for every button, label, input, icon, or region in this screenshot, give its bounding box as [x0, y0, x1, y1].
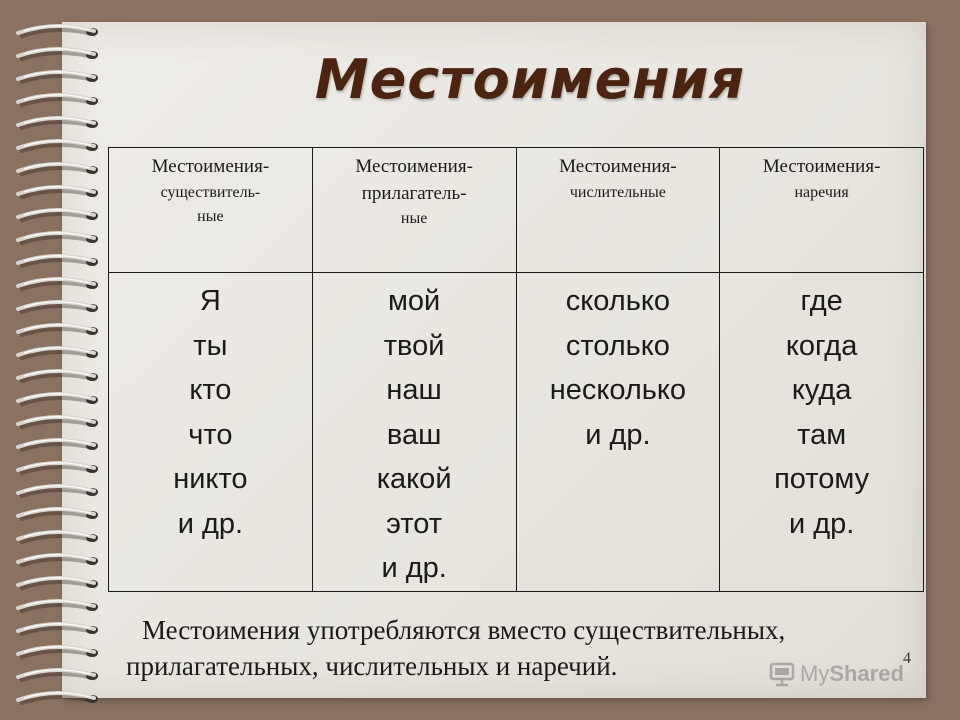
list-item: какой	[376, 463, 452, 495]
header-line: прилагатель-	[361, 182, 467, 204]
list-item: там	[797, 418, 847, 451]
spiral-ring	[18, 417, 98, 427]
header-line: существитель-	[160, 183, 261, 201]
spiral-ring	[18, 509, 98, 519]
list-item: когда	[785, 329, 858, 362]
spiral-ring	[18, 348, 98, 358]
watermark-text: MyShared	[800, 661, 904, 686]
list-item: ваш	[386, 418, 442, 451]
header-line: ные	[400, 210, 428, 228]
pronoun-table	[108, 147, 924, 592]
spiral-ring	[18, 164, 98, 174]
list-item: что	[188, 418, 233, 451]
watermark	[768, 658, 904, 690]
spiral-ring	[18, 26, 98, 36]
list-item: и др.	[585, 418, 651, 451]
spiral-ring	[18, 578, 98, 588]
column-pronoun-adjectives	[312, 273, 516, 592]
spiral-ring	[18, 325, 98, 335]
column-pronoun-adverbs	[720, 273, 924, 592]
page-number: 4	[903, 650, 911, 667]
spiral-ring	[18, 624, 98, 634]
header-pronoun-numerals	[516, 148, 720, 273]
list-item: мой	[387, 285, 441, 317]
spiral-ring	[18, 555, 98, 565]
list-item: и др.	[788, 507, 855, 540]
presentation-screen-icon	[768, 660, 796, 688]
list-item: где	[800, 285, 843, 317]
spiral-ring	[18, 141, 98, 151]
list-item: кто	[189, 374, 232, 406]
list-item: Я	[199, 285, 221, 317]
spiral-ring	[18, 670, 98, 680]
header-line: наречия	[794, 183, 849, 201]
spiral-ring	[18, 647, 98, 657]
spiral-ring	[18, 440, 98, 450]
spiral-ring	[18, 394, 98, 404]
spiral-ring	[18, 210, 98, 220]
spiral-ring	[18, 256, 98, 266]
note-line: прилагательных, числительных и наречий.	[126, 651, 618, 681]
spiral-ring	[18, 532, 98, 542]
spiral-ring	[18, 233, 98, 243]
header-line: Местоимения-	[151, 156, 270, 177]
spiral-ring	[18, 302, 98, 312]
header-pronoun-adverbs	[720, 148, 924, 273]
table-header-row	[109, 148, 924, 273]
list-item: и др.	[177, 507, 244, 540]
column-pronoun-nouns	[109, 273, 313, 592]
slide-title: Местоимения	[314, 48, 746, 111]
spiral-ring	[18, 463, 98, 473]
spiral-ring	[18, 601, 98, 611]
list-item: ты	[193, 329, 228, 362]
header-line: ные	[197, 208, 224, 226]
header-line: Местоимения-	[355, 156, 473, 177]
list-item: столько	[565, 329, 670, 362]
list-item: твой	[383, 329, 445, 362]
spiral-ring	[18, 279, 98, 289]
list-item: сколько	[565, 285, 670, 317]
header-pronoun-adjectives	[312, 148, 516, 273]
list-item: потому	[774, 463, 870, 495]
list-item: этот	[386, 507, 443, 540]
spiral-ring	[18, 371, 98, 381]
header-line: Местоимения-	[559, 156, 677, 177]
note-line: Местоимения употребляются вместо существительных,	[142, 615, 786, 645]
spiral-ring	[18, 486, 98, 496]
list-item: куда	[791, 374, 852, 406]
spiral-ring	[18, 693, 98, 703]
header-pronoun-nouns	[109, 148, 313, 273]
spiral-ring	[18, 187, 98, 197]
header-line: Местоимения-	[762, 156, 881, 177]
list-item: никто	[173, 463, 248, 495]
spiral-ring	[18, 118, 98, 128]
list-item: несколько	[549, 374, 687, 406]
column-pronoun-numerals	[516, 273, 720, 592]
list-item: наш	[386, 374, 442, 406]
table-body-row	[109, 273, 924, 592]
header-line: числительные	[569, 183, 666, 201]
list-item: и др.	[381, 552, 447, 584]
